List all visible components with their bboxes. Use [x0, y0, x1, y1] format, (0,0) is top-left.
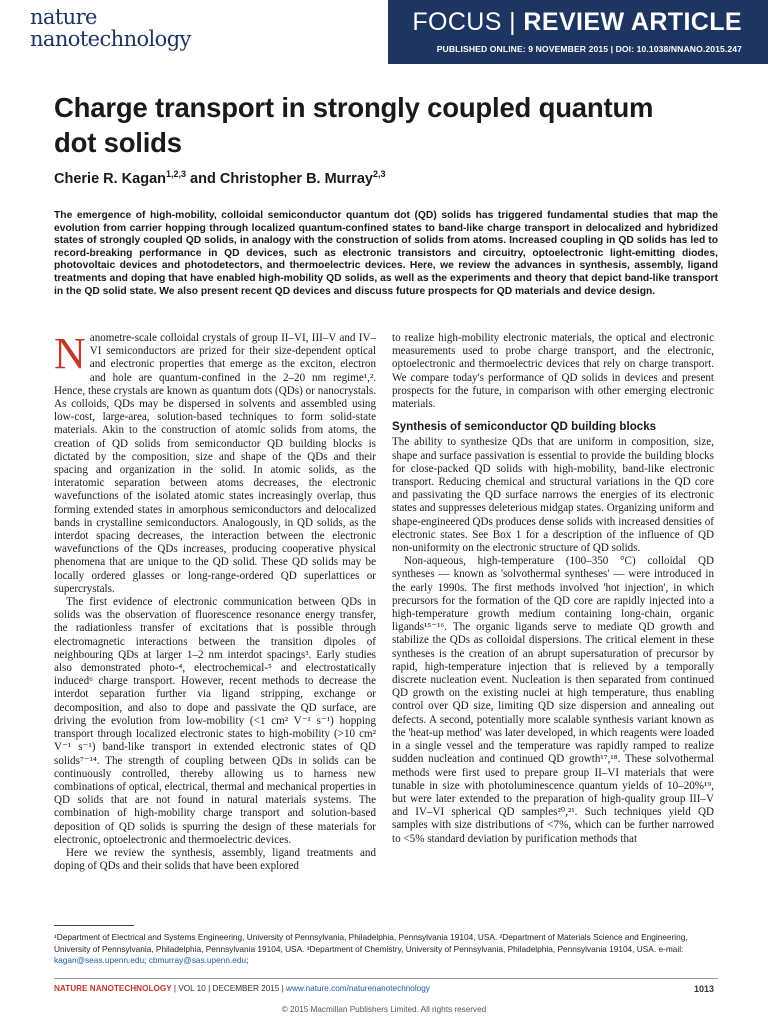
author-kagan-affiliations: 1,2,3: [166, 169, 187, 179]
footnote-end: ;: [246, 955, 249, 965]
page-number: 1013: [693, 984, 714, 994]
published-date: PUBLISHED ONLINE: 9 NOVEMBER 2015: [436, 44, 609, 54]
copyright-notice: © 2015 Macmillan Publishers Limited. All rights reserved: [281, 1005, 487, 1014]
section-label: [412, 8, 742, 37]
focus-separator: |: [501, 8, 524, 36]
author-murray-affiliations: 2,3: [372, 169, 386, 179]
article-type: REVIEW ARTICLE: [523, 8, 742, 36]
paragraph: to realize high-mobility electronic materials, the optical and electronic measurements used to probe charge transport, and the electronic, optoelectronic and thermoelectric devices that rely on charge transport. We compare today's performance of QD solids in devices and present prospects for the future, in comparison with other emerging electronic materials.: [392, 332, 714, 411]
email-separator: ;: [144, 955, 149, 965]
author-joiner: and: [186, 170, 220, 187]
body-column-left: [54, 332, 376, 912]
paragraph-intro: [54, 332, 376, 596]
publication-info: PUBLISHED ONLINE: 9 NOVEMBER 2015 | DOI: 10.1038/NNANO.2015.247: [436, 44, 742, 54]
journal-logo[interactable]: [30, 6, 191, 50]
footer-issue: | VOL 10 | DECEMBER 2015 |: [171, 984, 287, 993]
paragraph: Non-aqueous, high-temperature (100–350 °C) colloidal QD syntheses — known as 'solvothermal syntheses' — were introduced in the early 1990s. The first methods involved 'hot injection', in which precursors for the formation of the QD core are rapidly injected into a high-temperature growth medium containing long-chain, organic ligands¹⁵⁻¹⁶. The organic ligands serve to mediate QD growth and stabilize the QDs as colloidal dispersions. The critical element in these syntheses is the creation of an abrupt supersaturation of precursor by rapid, high-temperature injection that is relieved by a temporally discrete nucleation event. Nucleation is then separated from continued QD growth on the existing nuclei at high temperature, thus enabling control over QD size, limiting QD size dispersion and annealing out defects. A second, potentially more scalable synthesis variant known as the 'heat-up method' was later developed, in which reagents were loaded in a single vessel and the temperature was rapidly ramped to realize sudden nucleation and continued QD growth¹⁷,¹⁸. These solvothermal methods were first used to prepare group II–VI materials that were tunable in size with photoluminescence quantum yields of 10–20%¹⁹, but were later extended to the preparation of high-quality group III–V and IV–VI spherical QD samples²⁰,²¹. Such techniques yield QD samples with size distributions of <7%, which can be further narrowed to <5% standard deviation by purification methods that: [392, 555, 714, 845]
page-header: [0, 0, 768, 64]
focus-label: FOCUS: [412, 8, 502, 36]
footnote-divider: [54, 925, 134, 926]
article-title: Charge transport in strongly coupled quantum dot solids: [54, 92, 654, 158]
page-footer: [54, 984, 718, 993]
footer-journal: NATURE NANOTECHNOLOGY: [54, 984, 172, 993]
focus-banner: [388, 0, 768, 64]
author-kagan[interactable]: Cherie R. Kagan: [54, 170, 166, 187]
paragraph: Here we review the synthesis, assembly, ligand treatments and doping of QDs and their solids that have been explored: [54, 846, 376, 873]
footer-divider: [54, 978, 718, 979]
journal-logo-line2: nanotechnology: [30, 27, 191, 51]
journal-website-link[interactable]: www.nature.com/naturenanotechnology: [286, 984, 430, 993]
paragraph: The first evidence of electronic communication between QDs in solids was the observation of fluorescence resonance energy transfer, the radiationless transfer of excitations that is possible through electromagnetic interactions between the transition dipoles of neighbouring QDs at larger 1–2 nm interdot spacings³. Early studies also demonstrated photo-⁴, electrochemical-⁵ and electrostatically induced⁶ charge transport. However, recent methods to decrease the interdot separation further via ligand stripping, exchange or decomposition, and also to dope and passivate the QD surface, are driving the evolution from low-mobility (<1 cm² V⁻¹ s⁻¹) hopping transport through localized electronic states to high-mobility (>10 cm² V⁻¹ s⁻¹) band-like transport in extended electronic states of QD solids⁷⁻¹⁴. The strength of coupling between QDs in solids can be continuously controlled, thereby allowing us to harness new combinations of optical, electrical, thermal and mechanical properties in QD solids that are not found in natural materials systems. The combination of high-mobility charge transport and solution-based deposition of QD solids is spurring the design of these materials for electronic, optoelectronic and thermoelectric devices.: [54, 596, 376, 846]
paragraph: The ability to synthesize QDs that are uniform in composition, size, shape and surface passivation is essential to provide the building blocks for close-packed QD solids with high-mobility, band-like electronic transport. Reducing chemical and structural variations in the QD core and passivating the QD surface narrows the energies of its electronic states and suppresses deleterious midgap states. Organizing uniform and shape-engineered QDs produces dense solids with increased densities of electronic states. See Box 1 for a description of the influence of QD non-uniformity on the electronic structure of QD solids.: [392, 436, 714, 555]
author-murray[interactable]: Christopher B. Murray: [219, 170, 373, 187]
paragraph-intro-text: anometre-scale colloidal crystals of group II–VI, III–V and IV–VI semiconductors are prized for their size-dependent optical and electronic properties that emerge as the exciton, electron and hole are quantum-confined in the 2–20 nm regime¹,². Hence, these crystals are known as quantum dots (QDs) or nanocrystals. As colloids, QDs may be dispersed in solvents and assembled using low-cost, large-area, solution-based techniques to form solid-state materials. Akin to the construction of atomic solids from atoms, the creation of QD solids from semiconductor QD building blocks is dictated by the composition, size and shape of the QDs and their spacing and organization in the solid. In atomic solids, as the interatomic separation between atoms decreases, the electronic wavefunctions of the isolated atomic states increasingly overlap, thus forming extended states in amorphous semiconductors and delocalized bands in crystalline semiconductors. Analogously, in QD solids, as the interdot spacing decreases, the interaction between the electronic wavefunctions of the QDs increases, producing cooperative physical phenomena that are unique to the QD solid. These QD solids may be locally ordered glasses or long-range-ordered QD superlattices or supercrystals.: [54, 332, 376, 595]
author-list: [54, 169, 385, 187]
affiliations-text: ¹Department of Electrical and Systems Engineering, University of Pennsylvania, Philadelphia, Pennsylvania 19104, USA. ²Department of Materials Science and Engineering, University of Pennsylvania, Philadelphia, Pennsylvania 19104, USA. ³Department of Chemistry, University of Pennsylvania, Philadelphia, Pennsylvania 19104, USA. e-mail:: [54, 932, 688, 954]
body-column-right: [392, 332, 714, 912]
doi[interactable]: DOI: 10.1038/NNANO.2015.247: [615, 44, 742, 54]
section-heading: Synthesis of semiconductor QD building blocks: [392, 420, 657, 434]
journal-logo-line1: nature: [30, 5, 97, 29]
email-link-kagan[interactable]: kagan@seas.upenn.edu: [54, 955, 145, 965]
affiliations-footnote: [54, 932, 718, 967]
drop-cap: N: [54, 332, 86, 378]
abstract: The emergence of high-mobility, colloidal semiconductor quantum dot (QD) solids has triggered fundamental studies that map the evolution from carrier hopping through localized quantum-confined states to band-like charge transport in delocalized and hybridized states of strongly coupled QD solids, in analogy with the construction of solids from atoms. Increased coupling in QD solids has led to record-breaking performance in QD devices, such as electronic transistors and circuitry, optoelectronic light-emitting diodes, photovoltaic devices and photodetectors, and thermoelectric devices. Here, we review the advances in synthesis, assembly, ligand treatments and doping that have enabled high-mobility QD solids, as well as the experiments and theory that depict band-like transport in the QD solid state. We also present recent QD devices and discuss future prospects for QD materials and device design.: [54, 210, 718, 297]
email-link-murray[interactable]: cbmurray@sas.upenn.edu: [148, 955, 247, 965]
